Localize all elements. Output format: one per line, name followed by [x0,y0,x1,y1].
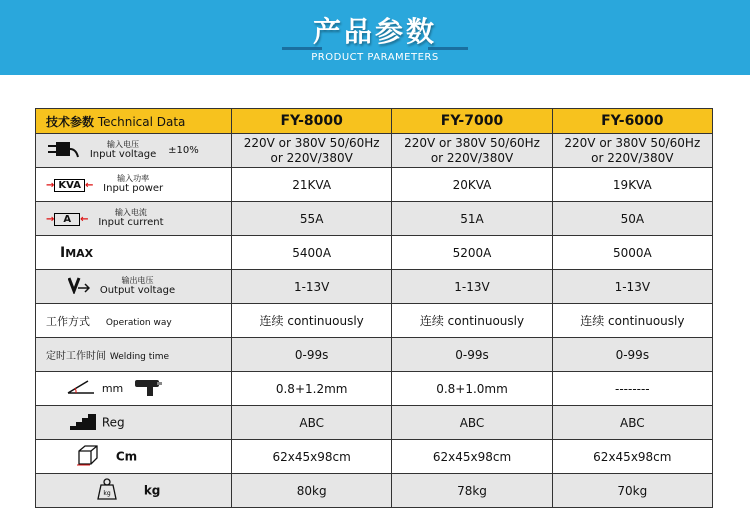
row-label [36,406,232,440]
label-cn: 工作方式 [46,314,90,328]
row-label [36,270,232,304]
cell-value: 80kg [232,474,392,508]
table-row [36,474,713,508]
table-row [36,338,713,372]
label-en: Input current [98,217,164,229]
imax-icon [60,245,93,261]
cell-value: 0-99s [232,338,392,372]
label-en: Output voltage [99,285,176,297]
box-dimension-icon [76,444,100,469]
label-cn: 输入电流 [114,207,147,217]
kva-box-label: KVA [54,179,85,192]
table-row [36,236,713,270]
cell-value: -------- [552,372,712,406]
cell-value: 连续 continuously [552,304,712,338]
cell-value: 连续 continuously [392,304,552,338]
spec-table [35,108,713,508]
cell-value: 19KVA [552,168,712,202]
cell-value: ABC [392,406,552,440]
row-label [36,474,232,508]
model-header: FY-8000 [232,109,392,134]
label-en: Reg [101,415,125,430]
label-en: Input voltage [89,149,157,161]
cell-value: 21KVA [232,168,392,202]
banner [0,0,750,75]
table-row [36,304,713,338]
table-row [36,372,713,406]
cell-value: 220V or 380V 50/60Hz or 220V/380V [392,134,552,168]
tolerance-note: ±10% [168,145,199,156]
header-label [36,109,232,134]
cell-value: 55A [232,202,392,236]
cell-value: 5200A [392,236,552,270]
model-header: FY-7000 [392,109,552,134]
cell-value: 70kg [552,474,712,508]
row-label [36,304,232,338]
table-row [36,168,713,202]
cell-value: 0-99s [392,338,552,372]
label-cn: 输入电压 [107,139,140,149]
cell-value: 50A [552,202,712,236]
kva-icon: → KVA ← [46,180,94,191]
cell-value: 1-13V [392,270,552,304]
label-en: Input power [103,183,164,195]
row-label [36,134,232,168]
label-en: Operation way [105,317,172,328]
wire-angle-icon [66,379,96,398]
cell-value: 78kg [392,474,552,508]
cell-value: 1-13V [552,270,712,304]
row-label [36,440,232,474]
table-row [36,134,713,168]
cell-value: 62x45x98cm [392,440,552,474]
cell-value: 220V or 380V 50/60Hz or 220V/380V [552,134,712,168]
banner-subtitle: PRODUCT PARAMETERS [311,52,439,63]
header-label-en: Technical Data [97,114,186,129]
cell-value: 连续 continuously [232,304,392,338]
table-row [36,202,713,236]
stairs-icon [70,412,96,433]
imax-label: MAX [65,246,94,260]
table-row [36,440,713,474]
banner-title: 产品参数 [312,15,437,48]
table-row [36,406,713,440]
cell-value: 1-13V [232,270,392,304]
cell-value: 5000A [552,236,712,270]
label-en: mm [101,382,124,395]
label-en: kg [143,483,161,498]
table-header-row [36,109,713,134]
model-header: FY-6000 [552,109,712,134]
cell-value: 0.8+1.0mm [392,372,552,406]
label-en: Welding time [109,352,170,362]
cell-value: 51A [392,202,552,236]
output-voltage-icon [68,276,90,297]
cell-value: 0.8+1.2mm [232,372,392,406]
cell-value: 62x45x98cm [552,440,712,474]
cell-value: 20KVA [392,168,552,202]
label-cn: 定时工作时间 [46,351,106,362]
cell-value: 220V or 380V 50/60Hz or 220V/380V [232,134,392,168]
cell-value: 62x45x98cm [232,440,392,474]
header-label-cn: 技术参数 [46,114,95,129]
row-label [36,338,232,372]
imax-prefix: I [60,244,66,261]
ampere-icon: → A ← [46,214,89,225]
plug-icon [46,139,80,162]
cell-value: ABC [232,406,392,440]
row-label [36,202,232,236]
ampere-box-label: A [54,213,80,226]
label-en: Cm [115,449,138,464]
table-row [36,270,713,304]
label-cn: 输入功率 [117,173,150,183]
cell-value: 0-99s [552,338,712,372]
weight-icon [96,478,118,503]
weld-gun-icon [133,377,163,400]
row-label [36,372,232,406]
svg-text:kg: kg [103,490,111,497]
row-label [36,236,232,270]
cell-value: 5400A [232,236,392,270]
cell-value: ABC [552,406,712,440]
row-label [36,168,232,202]
label-cn: 输出电压 [121,275,154,285]
